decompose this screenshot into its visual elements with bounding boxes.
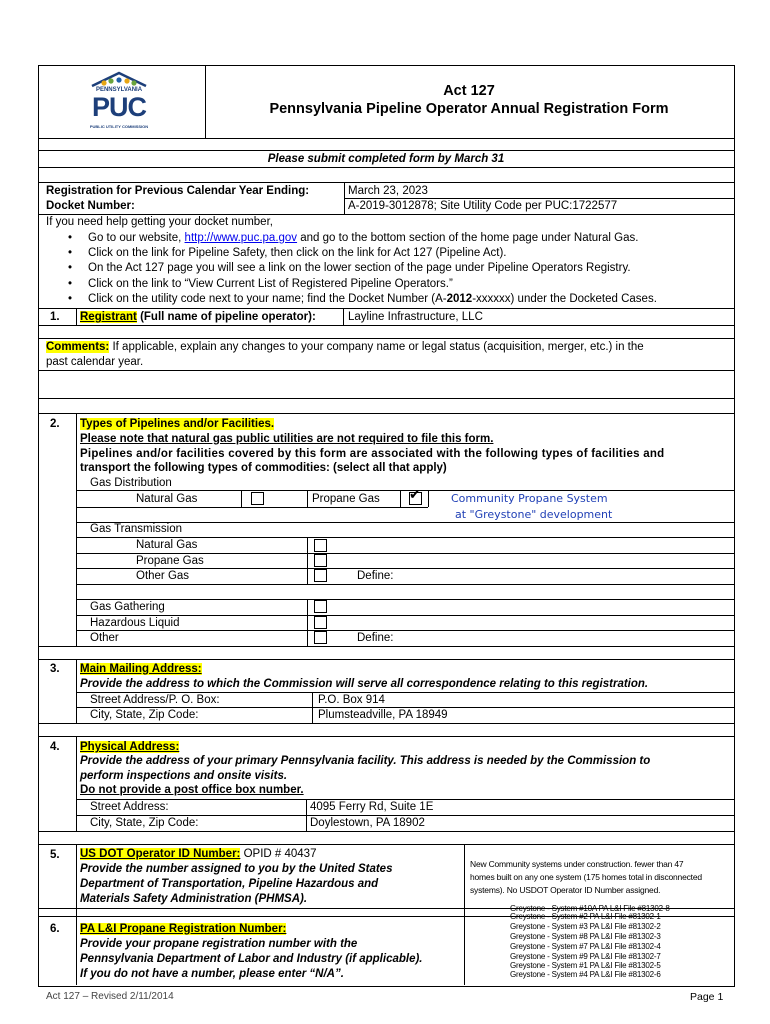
section-4-desc-1: Provide the address of your primary Pennsylvania facility. This address is needed by the Commission to [80, 755, 651, 767]
help-step-5: • Click on the utility code next to your name; find the Docket Number (A-2012-xxxxxx) under the Docketed Cases. [68, 293, 657, 305]
section-5-note-1: New Community systems under construction. fewer than 47 [470, 859, 684, 869]
logo-main-text: PUC [91, 92, 146, 122]
dist-propane-gas-label: Propane Gas [312, 493, 380, 505]
li-file-entry: Greystone - System #2 PA L&I File #81302-1 [510, 912, 661, 921]
help-step-3: • On the Act 127 page you will see a link on the lower section of the page under Pipeline Operators Registry. [68, 262, 631, 274]
li-file-entry: Greystone - System #10A PA L&I File #81302-8 [510, 904, 670, 913]
help-intro: If you need help getting your docket number, [46, 216, 273, 228]
puc-logo [88, 70, 150, 134]
section-2-desc-1: Pipelines and/or facilities covered by this form are associated with the following types of facilities and [80, 448, 665, 460]
mailing-street-value[interactable]: P.O. Box 914 [318, 694, 385, 706]
li-file-entry: Greystone - System #8 PA L&I File #81302-3 [510, 932, 661, 941]
footer-revision: Act 127 – Revised 2/11/2014 [46, 991, 174, 1002]
logo-sub-text: PUBLIC UTILITY COMMISSION [89, 124, 149, 129]
trans-natural-gas-checkbox[interactable] [314, 539, 327, 552]
logo-top-text: PENNSYLVANIA [95, 87, 143, 93]
li-file-entry: Greystone - System #9 PA L&I File #81302-7 [510, 952, 661, 961]
physical-city-value[interactable]: Doylestown, PA 18902 [310, 817, 425, 829]
dist-natural-gas-checkbox[interactable] [251, 492, 264, 505]
other-label: Other [90, 632, 119, 644]
li-file-entry: Greystone - System #3 PA L&I File #81302-2 [510, 922, 661, 931]
handwritten-note-line-1: Community Propane System [451, 492, 608, 505]
section-4-desc-3: Do not provide a post office box number. [80, 784, 304, 796]
section-1-number: 1. [50, 311, 60, 323]
section-6-number: 6. [50, 923, 60, 935]
section-4-title: Physical Address: [80, 741, 180, 753]
submit-notice: Please submit completed form by March 31 [267, 153, 505, 165]
check-mark-icon: ✔ [409, 487, 421, 503]
trans-natural-gas-label: Natural Gas [136, 539, 198, 551]
section-1-label: Registrant (Full name of pipeline operator): [80, 311, 316, 323]
docket-value[interactable]: A-2019-3012878; Site Utility Code per PUC:1722577 [348, 200, 618, 212]
section-5-desc-2: Department of Transportation, Pipeline Hazardous and [80, 878, 379, 890]
li-file-entry: Greystone - System #7 PA L&I File #81302-4 [510, 942, 661, 951]
footer-page-number: Page 1 [690, 991, 724, 1003]
help-step-4: • Click on the link to “View Current List of Registered Pipeline Operators.” [68, 278, 453, 290]
mailing-street-label: Street Address/P. O. Box: [90, 694, 220, 706]
comments-text: Comments: If applicable, explain any changes to your company name or legal status (acquisition, merger, etc.) in the [46, 341, 644, 353]
hazardous-liquid-label: Hazardous Liquid [90, 617, 180, 629]
trans-other-gas-label: Other Gas [136, 570, 190, 582]
section-6-desc-2: Pennsylvania Department of Labor and Industry (if applicable). [80, 953, 423, 965]
section-3-title: Main Mailing Address: [80, 663, 202, 675]
section-4-desc-2: perform inspections and onsite visits. [80, 770, 288, 782]
registration-year-value[interactable]: March 23, 2023 [348, 185, 428, 197]
physical-street-label: Street Address: [90, 801, 169, 813]
mailing-city-value[interactable]: Plumsteadville, PA 18949 [318, 709, 448, 721]
physical-city-label: City, State, Zip Code: [90, 817, 199, 829]
trans-propane-gas-label: Propane Gas [136, 555, 204, 567]
physical-street-value[interactable]: 4095 Ferry Rd, Suite 1E [310, 801, 434, 813]
comments-field[interactable] [39, 371, 733, 398]
help-step-2: • Click on the link for Pipeline Safety, then click on the link for Act 127 (Pipeline Act). [68, 247, 507, 259]
handwritten-note-line-2: at "Greystone" development [455, 508, 613, 521]
dot-operator-id-value[interactable]: OPID # 40437 [240, 848, 317, 860]
trans-propane-gas-checkbox[interactable] [314, 554, 327, 567]
docket-label: Docket Number: [46, 200, 135, 212]
gas-distribution-label: Gas Distribution [90, 477, 172, 489]
section-5-number: 5. [50, 849, 60, 861]
help-step-1: • Go to our website, http://www.puc.pa.gov and go to the bottom section of the home page under Natural Gas. [68, 232, 639, 244]
li-file-entry: Greystone - System #1 PA L&I File #81302-5 [510, 961, 661, 970]
section-3-desc: Provide the address to which the Commission will serve all correspondence relating to this registration. [80, 678, 649, 690]
section-6-desc-1: Provide your propane registration number with the [80, 938, 358, 950]
section-2-note: Please note that natural gas public utilities are not required to file this form. [80, 433, 494, 445]
gas-gathering-label: Gas Gathering [90, 601, 165, 613]
section-5-desc-1: Provide the number assigned to you by the United States [80, 863, 393, 875]
section-5-desc-3: Materials Safety Administration (PHMSA). [80, 893, 308, 905]
dist-natural-gas-label: Natural Gas [136, 493, 198, 505]
section-2-title: Types of Pipelines and/or Facilities. [80, 418, 275, 430]
registration-year-label: Registration for Previous Calendar Year Ending: [46, 185, 310, 197]
other-define-label: Define: [357, 632, 394, 644]
form-subtitle: Pennsylvania Pipeline Operator Annual Registration Form [269, 101, 669, 117]
section-5-note-2: homes built on any one system (175 homes total in disconnected [470, 872, 702, 882]
section-6-desc-3: If you do not have a number, please enter “N/A”. [80, 968, 344, 980]
puc-website-link[interactable]: http://www.puc.pa.gov [184, 232, 298, 244]
section-2-desc-2: transport the following types of commodities: (select all that apply) [80, 462, 447, 474]
section-6-title: PA L&I Propane Registration Number: [80, 923, 287, 935]
li-file-entry: Greystone - System #4 PA L&I File #81302-6 [510, 970, 661, 979]
comments-text-line2: past calendar year. [46, 356, 144, 368]
trans-other-gas-checkbox[interactable] [314, 569, 327, 582]
gas-transmission-label: Gas Transmission [90, 523, 183, 535]
registrant-name-value[interactable]: Layline Infrastructure, LLC [348, 311, 483, 323]
hazardous-liquid-checkbox[interactable] [314, 616, 327, 629]
section-5-note-3: systems). No USDOT Operator ID Number assigned. [470, 885, 661, 895]
trans-other-define-label: Define: [357, 570, 394, 582]
section-2-number: 2. [50, 418, 60, 430]
section-3-number: 3. [50, 663, 60, 675]
mailing-city-label: City, State, Zip Code: [90, 709, 199, 721]
gas-gathering-checkbox[interactable] [314, 600, 327, 613]
section-5-title: US DOT Operator ID Number: OPID # 40437 [80, 848, 317, 860]
other-checkbox[interactable] [314, 631, 327, 644]
form-title: Act 127 [443, 83, 495, 99]
section-4-number: 4. [50, 741, 60, 753]
